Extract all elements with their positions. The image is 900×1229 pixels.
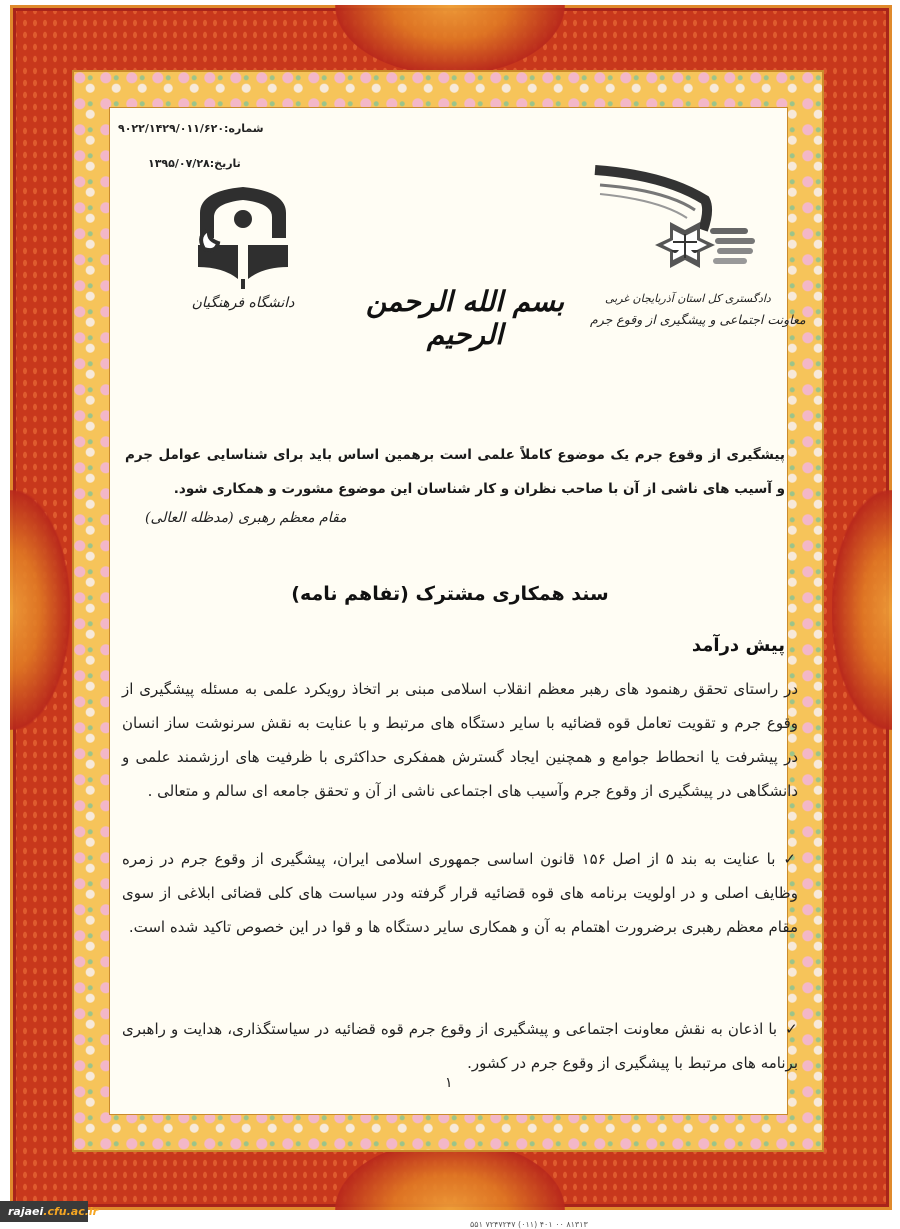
paragraph-3-text: با اذعان به نقش معاونت اجتماعی و پیشگیری از وقوع جرم قوه قضائیه در سیاستگذاری، هدایت و راهبری برنامه های مرتبط با پیشگیری از وقوع جرم در کشور. [122, 1020, 798, 1072]
leader-quote: پیشگیری از وقوع جرم یک موضوع کاملاً علمی است برهمین اساس باید برای شناسایی عوامل جرم و آسیب های ناشی از آن با صاحب نظران و کار شناسان این موضوع مشورت و همکاری شود. [125, 447, 785, 497]
document-title: سند همکاری مشترک (تفاهم نامه) [291, 583, 609, 605]
reference-number-label: شماره: [224, 122, 264, 135]
reference-date-label: تاریخ: [209, 157, 241, 170]
reference-number-value: ۹۰۲۲/۱۴۲۹/۰۱۱/۶۲۰ [118, 122, 225, 135]
left-side-ornament [10, 490, 70, 730]
watermark-prefix: rajaei [8, 1205, 44, 1218]
bismillah-heading: بسم الله الرحمن الرحیم [365, 285, 565, 351]
paragraph-1-text: در راستای تحقق رهنمود های رهبر معظم انقلاب اسلامی مبنی بر اتخاذ رویکرد علمی به مسئله پیشگیری از وقوع جرم و تقویت تعامل قوه قضائیه با سایر دستگاه های مرتبط و با عنایت به نقش سرنوشت ساز انسان در پیشرفت یا انحطاط جوامع و همچنین ایجاد گسترش همفکری حداکثری با ظرفیت های ارزشمند علمی و دانشگاهی در پیشگیری از وقوع جرم وآسیب های اجتماعی ناشی از آن و تحقق جامعه ای سالم و متعالی . [122, 680, 798, 800]
reference-date [148, 157, 241, 170]
paragraph-2 [122, 842, 798, 944]
farhangian-university-emblem-icon [188, 183, 298, 293]
reference-date-value: ۱۳۹۵/۰۷/۲۸ [148, 157, 210, 170]
farhangian-university-caption: دانشگاه فرهنگیان [191, 295, 295, 311]
paragraph-2-text: با عنایت به بند ۵ از اصل ۱۵۶ قانون اساسی جمهوری اسلامی ایران، پیشگیری از وقوع جرم در زمره وظایف اصلی و در اولویت برنامه های قوه قضائیه قرار گرفته ودر سیاست های کلی قضائی ابلاغی از سوی مقام معظم رهبری برضرورت اهتمام به آن و همکاری سایر دستگاه ها و قوا در این خصوص تاکید شده است. [122, 850, 798, 936]
judiciary-caption-line1: دادگستری کل استان آذربایجان غربی [605, 292, 771, 305]
watermark-suffix: .cfu.ac.ir [43, 1205, 99, 1218]
quote-attribution: مقام معظم رهبری (مدظله العالی) [145, 510, 347, 526]
judiciary-logo [585, 160, 806, 340]
checkmark-icon: ✓ [785, 1020, 798, 1038]
judiciary-scales-emblem-icon [585, 160, 765, 290]
page-number: ۱ [445, 1075, 453, 1091]
right-side-ornament [832, 490, 892, 730]
checkmark-icon: ✓ [783, 850, 798, 868]
paragraph-3 [122, 1012, 798, 1080]
judiciary-caption-line2: معاونت اجتماعی و پیشگیری از وقوع جرم [590, 312, 806, 327]
site-watermark [0, 1201, 99, 1222]
footer-contact-line: ۸۱۳۱۳ ۰۰ ۴۰۱ (۰۱۱) ۷۲۴۷۲۴۷ ۵۵۱ [470, 1220, 588, 1229]
section-heading-preamble: پیش درآمد [691, 635, 785, 656]
farhangian-university-logo [188, 183, 298, 313]
reference-number [118, 122, 264, 135]
paragraph-1 [122, 672, 798, 808]
